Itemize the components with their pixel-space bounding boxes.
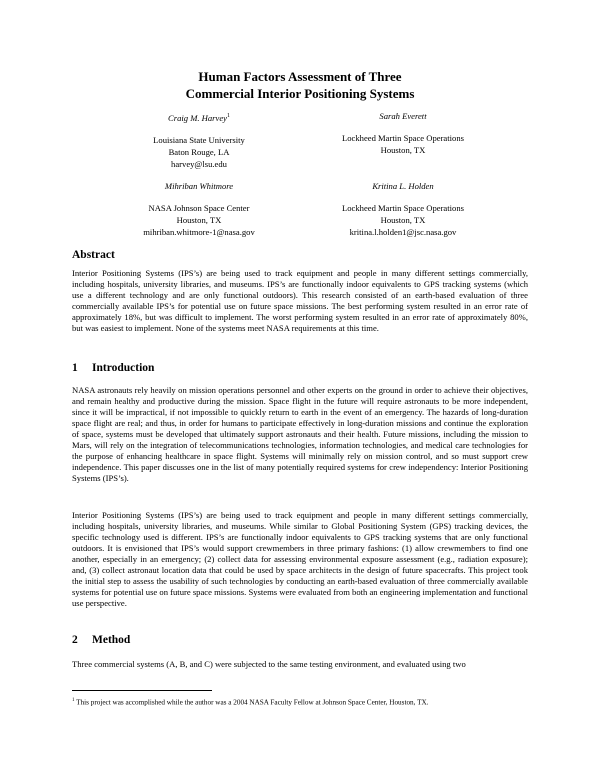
footnote <box>72 696 528 707</box>
author-name: Kritina L. Holden <box>372 181 434 191</box>
section-number: 1 <box>72 362 78 374</box>
author-name: Mihriban Whitmore <box>164 181 234 191</box>
title-line-2: Commercial Interior Positioning Systems <box>185 86 415 101</box>
abstract-text: Interior Positioning Systems (IPS’s) are being used to track equipment and people in many different settings commercially, including hospitals, university libraries, and museums. IPS’s are functionally indoor equivalents to GPS tracking systems (which use a different technology and are only functional outdoors). This research consisted of an earth-based evaluation of three commercially available IPS’s for potential use on future space missions. The best performing system resulted in an error rate of approximately 18%, but was difficult to implement. The worst performing system resulted in an error rate of approximately 80%, but was easiest to implement. None of the systems meet NASA requirements at this time. <box>72 268 528 333</box>
author-everett <box>288 110 518 156</box>
footnote-mark: 1 <box>72 698 75 703</box>
section-title: Method <box>92 634 131 646</box>
footnote-text: This project was accomplished while the author was a 2004 NASA Faculty Fellow at Johnson Space Center, Houston, TX. <box>76 698 429 707</box>
author-email: harvey@lsu.edu <box>171 158 227 169</box>
author-location: Houston, TX <box>176 215 222 225</box>
author-holden <box>288 180 518 238</box>
author-affiliation: NASA Johnson Space Center <box>148 203 250 213</box>
author-location: Baton Rouge, LA <box>168 146 230 157</box>
section-2-heading <box>72 634 130 646</box>
author-affiliation: Lockheed Martin Space Operations <box>342 133 464 143</box>
section-title: Introduction <box>92 362 155 374</box>
author-location: Houston, TX <box>380 145 426 155</box>
author-whitmore <box>84 180 314 238</box>
section-1-heading <box>72 362 154 374</box>
footnote-marker: 1 <box>226 113 230 119</box>
paper-title <box>0 68 600 102</box>
author-name: Sarah Everett <box>379 111 427 121</box>
author-harvey <box>84 110 314 170</box>
intro-paragraph-2: Interior Positioning Systems (IPS’s) are being used to track equipment and people in many different settings commercially, including hospitals, university libraries, and museums. While similar to Global Positioning System (GPS) tracking devices, the specific technology used is different. IPS’s are functionally indoor equivalents to GPS tracking systems that are only functional outdoors. It is envisioned that IPS’s would support crewmembers in three primary fashions: (1) allow crewmembers to find one another, especially in an emergency; (2) collect data for assessing environmental exposure assessment (e.g., radiation exposure); and, (3) collect astronaut location data that could be used by space architects in the design of future spacecrafts. This project took the initial step to assess the usability of such technologies by conducting an earth-based evaluation of three commercially available systems for potential use on future space missions. Systems were evaluated from both an engineering implementation and functional use perspective. <box>72 510 528 608</box>
title-line-1: Human Factors Assessment of Three <box>198 69 402 84</box>
author-affiliation: Lockheed Martin Space Operations <box>342 203 464 213</box>
abstract-heading: Abstract <box>72 249 115 261</box>
author-name: Craig M. Harvey <box>168 112 227 123</box>
author-email: kritina.l.holden1@jsc.nasa.gov <box>349 227 457 237</box>
section-number: 2 <box>72 634 78 646</box>
author-email: mihriban.whitmore-1@nasa.gov <box>143 227 255 237</box>
intro-paragraph-1: NASA astronauts rely heavily on mission operations personnel and other experts on the ground in order to achieve their objectives, and remain healthy and productive during the mission. Space flight in the future will require astronauts to be more independent, since it will be impractical, if not impossible to quickly return to earth in the event of an emergency. The hazards of long-duration space flight are real; and thus, in order for humans to participate effectively in long-duration missions and continue the exploration of space, systems must be developed that ultimately support astronauts and their health. Future missions, including the mission to Mars, will rely on the integration of telecommunications technologies, information technologies, and medical care technologies for the purpose of enhancing healthcare in space flight. Systems will minimally rely on mission control, and so must support crew independence. This paper discusses one in the list of many potentially required systems for crew independency: Interior Positioning Systems (IPS’s). <box>72 385 528 483</box>
footnote-rule <box>72 690 212 691</box>
author-location: Houston, TX <box>380 215 426 225</box>
method-paragraph-1: Three commercial systems (A, B, and C) were subjected to the same testing environment, and evaluated using two <box>72 659 466 669</box>
author-affiliation: Louisiana State University <box>153 134 245 145</box>
